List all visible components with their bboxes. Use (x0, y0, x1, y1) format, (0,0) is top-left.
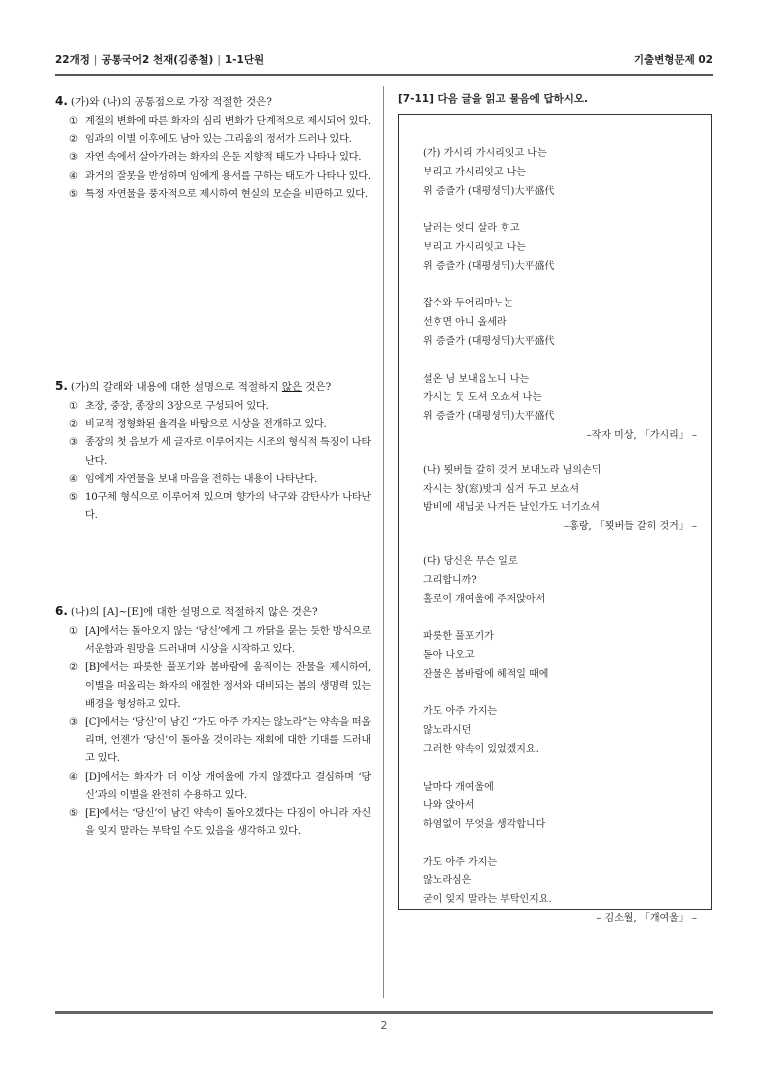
question-number: 6. (55, 604, 68, 618)
choice-item: ⑤ 10구체 형식으로 이루어져 있으며 향가의 낙구와 감탄사가 나타난다. (69, 492, 371, 522)
poem-line: 가시ᄂᆞᆫ ᄃᆞᆺ 도셔 오쇼셔 나는 (423, 392, 542, 404)
question-stem: 4. (가)와 (나)의 공통점으로 가장 적절한 것은? (55, 94, 272, 108)
question-number: 4. (55, 94, 68, 108)
poem-line: 하염없이 무엇을 생각합니다 (423, 819, 546, 831)
choice-item: ③ [C]에서는 ‘당신’이 남긴 “가도 아주 가지는 않노라”는 약속을 떠올리며, 언젠가 ‘당신’이 돌아올 것이라는 재회에 대한 기대를 드러내고 있다. (69, 717, 371, 765)
choice-item: ① 계절의 변화에 따른 화자의 심리 변화가 단계적으로 제시되어 있다. (69, 116, 371, 127)
page-header (55, 48, 713, 70)
poem-line: 돋아 나오고 (423, 649, 475, 661)
choice-item: ④ [D]에서는 화자가 더 이상 개여울에 가지 않겠다고 결심하며 ‘당신’과의 이별을 완전히 수용하고 있다. (69, 771, 371, 801)
poem-line: 가도 아주 가지는 (423, 706, 497, 718)
poem-line: 홀로이 개여울에 주저앉아서 (423, 593, 546, 605)
header-rule (55, 74, 713, 76)
poem-line: 그리합니까? (423, 574, 477, 586)
footer-rule (55, 1011, 713, 1014)
poem-line: 밤비에 새닙곳 나거든 날인가도 너기쇼셔 (423, 502, 600, 514)
poem-line: 날러는 엇디 살라 ᄒᆞ고 (423, 223, 520, 235)
poem-line: (다) 당신은 무슨 일로 (423, 555, 518, 567)
underlined-word: 않은 (281, 381, 303, 393)
choice-item: ⑤ [E]에서는 ‘당신’이 남긴 약속이 돌아오겠다는 다짐이 아니라 자신을 잊지 말라는 부탁일 수도 있음을 생각하고 있다. (69, 808, 371, 838)
choice-item: ⑤ 특정 자연물을 풍자적으로 제시하여 현실의 모순을 비판하고 있다. (69, 188, 368, 200)
choice-item: ② 임과의 이별 이후에도 남아 있는 그리움의 정서가 드러나 있다. (69, 134, 352, 146)
choice-item: ③ 자연 속에서 살아가려는 화자의 은둔 지향적 태도가 나타나 있다. (69, 152, 362, 164)
choice-item: ① [A]에서는 돌아오지 않는 ‘당신’에게 그 까닭을 묻는 듯한 방식으로 서운함과 원망을 드러내며 시상을 시작하고 있다. (69, 626, 371, 656)
poem-line: ᄇᆞ리고 가시리잇고 나는 (423, 166, 526, 178)
poem-line: 위 증즐가 (대평셩ᄃᆡ)大平盛代 (423, 185, 555, 197)
poem-line: (가) 가시리 가시리잇고 나는 (423, 148, 547, 159)
poem-line: 자시는 창(窓)밧긔 심거 두고 보쇼셔 (423, 483, 580, 495)
poem-line: 위 증즐가 (대평셩ᄃᆡ)大平盛代 (423, 411, 555, 423)
header-right-title: 기출변형문제 02 (633, 53, 713, 66)
header-separator: | (217, 53, 221, 66)
poem-line: 가도 아주 가지는 (423, 856, 497, 868)
question-stem: 5. (가)의 갈래와 내용에 대한 설명으로 적절하지 않은 것은? (55, 379, 332, 393)
choice-item: ③ 종장의 첫 음보가 세 글자로 이루어지는 시조의 형식적 특징이 나타난다. (69, 437, 371, 467)
passage-column (398, 90, 714, 925)
question-6 (55, 602, 371, 841)
choice-item: ② 비교적 정형화된 율격을 바탕으로 시상을 전개하고 있다. (69, 419, 327, 431)
poem-line: 않노라시던 (423, 725, 472, 737)
poem-line: 선ᄒᆞ면 아니 올세라 (423, 317, 507, 329)
poem-line: 굳이 잊지 말라는 부탁인지요. (423, 894, 552, 906)
question-number: 5. (55, 379, 68, 393)
choice-item: ④ 과거의 잘못을 반성하며 임에게 용서를 구하는 태도가 나타나 있다. (69, 170, 371, 182)
header-separator: | (93, 53, 98, 66)
poem-line: 파릇한 풀포기가 (423, 631, 494, 643)
choice-item: ① 초장, 중장, 종장의 3장으로 구성되어 있다. (69, 401, 269, 412)
poem-line: 잡ᄉᆞ와 두어리마ᄂᆞᄂᆞᆫ (423, 298, 514, 310)
passage-box (398, 114, 712, 925)
poem-line: ᄇᆞ리고 가시리잇고 나는 (423, 241, 526, 253)
poem-line: 잔물은 봄바람에 헤적일 때에 (423, 668, 549, 680)
header-unit: 1-1단원 (224, 53, 265, 66)
poem-line: 셜온 님 보내ᄋᆞᆸ노니 나는 (423, 373, 530, 385)
source-citation: –홍랑, 「묏버들 갈히 것거」 – (564, 521, 697, 533)
poem-c (399, 553, 711, 929)
passage-instruction: [7-11] 다음 글을 읽고 물음에 답하시오. (398, 93, 588, 105)
choice-item: ② [B]에서는 파릇한 풀포기와 봄바람에 움직이는 잔물을 제시하여, 이별을 떠올리는 화자의 애절한 정서와 대비되는 봄의 생명력 있는 배경을 형성하고 있다. (69, 662, 371, 710)
header-textbook: 공통국어2 천재(김종철) (101, 53, 214, 66)
source-citation: – 김소월, 「개여울」 – (596, 913, 697, 925)
poem-line: (나) 묏버들 갈히 것거 보내노라 님의손ᄃᆡ (423, 464, 602, 476)
poem-line: 위 증즐가 (대평셩ᄃᆡ)大平盛代 (423, 335, 555, 347)
question-4 (55, 92, 371, 204)
choice-item: ④ 임에게 자연물을 보내 마음을 전하는 내용이 나타난다. (69, 473, 317, 485)
page-number: 2 (380, 1019, 388, 1032)
header-curriculum: 22개정 (55, 53, 90, 66)
poem-line: 날마다 개여울에 (423, 781, 494, 793)
poem-line: 위 증즐가 (대평셩ᄃᆡ)大平盛代 (423, 260, 555, 272)
poem-line: 나와 앉아서 (423, 800, 475, 812)
poem-line: 않노라심은 (423, 875, 472, 887)
poem-line: 그러한 약속이 있었겠지요. (423, 743, 539, 755)
question-stem: 6. (나)의 [A]~[E]에 대한 설명으로 적절하지 않은 것은? (55, 604, 318, 618)
source-citation: –작자 미상, 「가시리」 – (586, 429, 697, 441)
poem-a (399, 145, 711, 446)
question-5 (55, 377, 371, 525)
poem-b (399, 462, 711, 537)
column-divider (383, 86, 384, 998)
header-left (55, 52, 264, 67)
